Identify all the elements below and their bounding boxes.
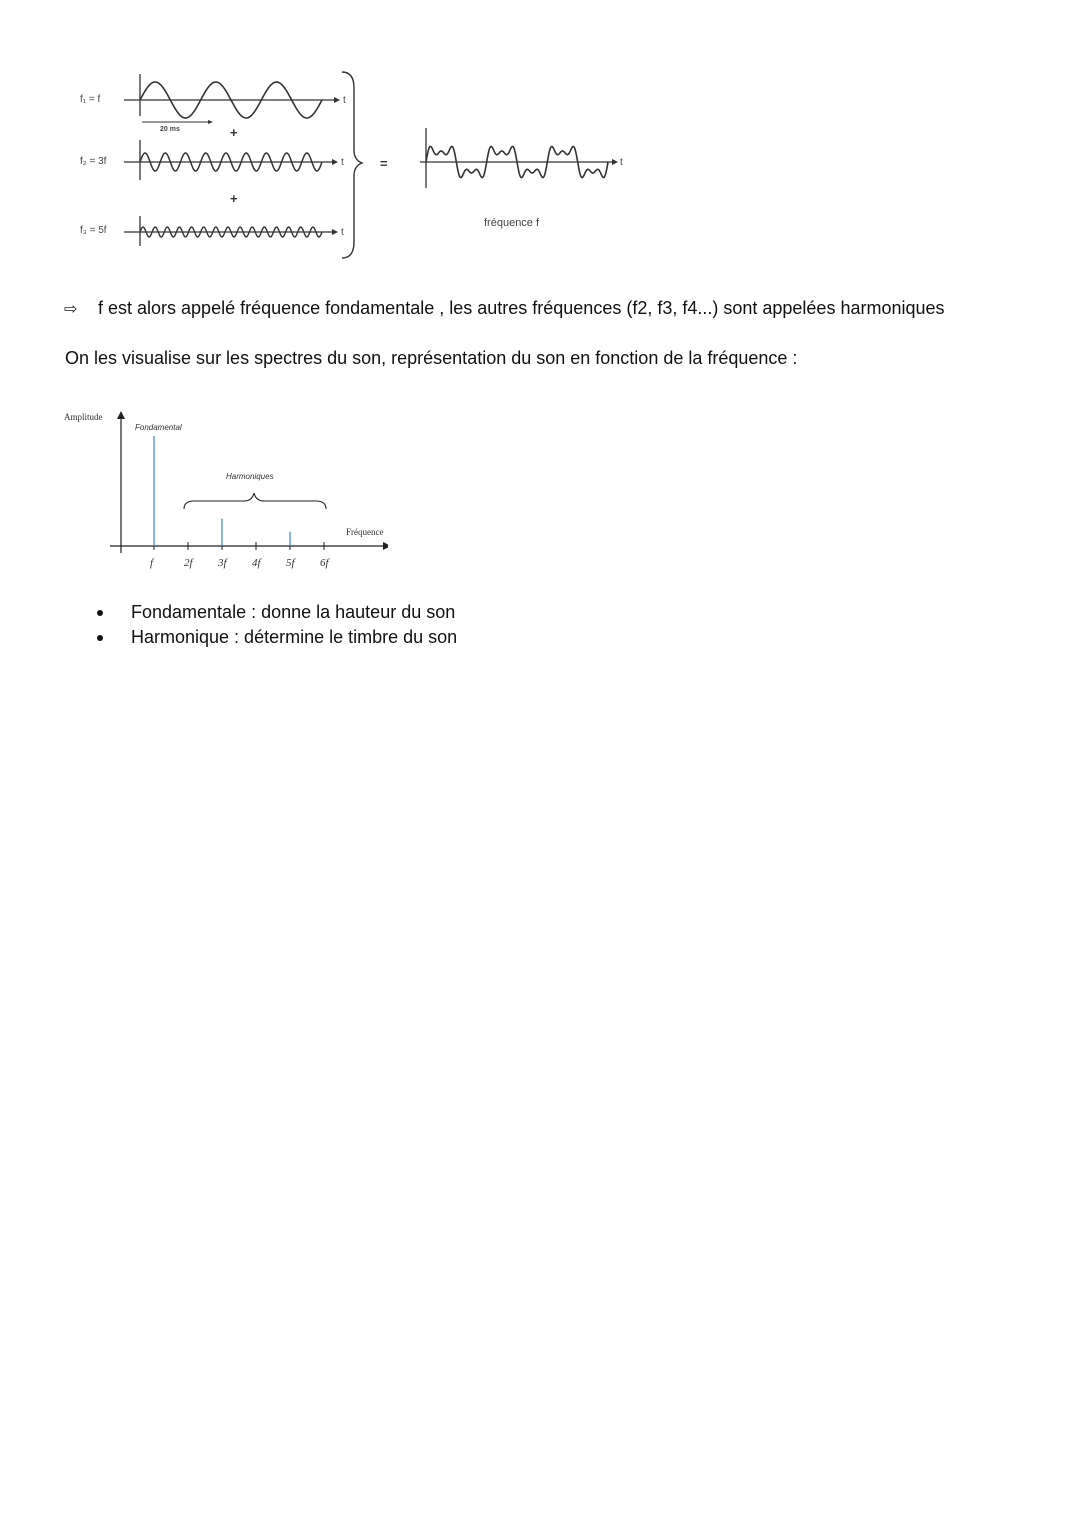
wave-1 xyxy=(124,74,346,118)
y-axis-label: Amplitude xyxy=(64,412,103,422)
spectrum-chart xyxy=(58,405,388,580)
axis-t-3: t xyxy=(341,227,344,238)
result-label: fréquence f xyxy=(484,217,540,229)
wave-figure-svg xyxy=(60,60,640,275)
bullet-text-2: Harmonique : détermine le timbre du son xyxy=(131,627,458,647)
x-tick-label: 2f xyxy=(184,557,193,569)
bullet-text-1: Fondamentale : donne la hauteur du son xyxy=(131,602,456,622)
y-axis-arrow xyxy=(117,411,125,419)
x-axis-label: Fréquence xyxy=(346,527,384,537)
result-wave xyxy=(420,128,623,188)
right-arrow-icon: ⇨ xyxy=(64,301,78,318)
x-axis-arrow xyxy=(383,542,388,550)
plus-2: + xyxy=(230,191,238,206)
paragraph-1-text: f est alors appelé fréquence fondamentale , les autres fréquences (f2, f3, f4...) sont appelées harmoniques xyxy=(98,298,945,318)
x-tick-label: 4f xyxy=(252,557,261,569)
label-f2: f₂ = 3f xyxy=(80,156,107,167)
fundamental-annotation: Fondamental xyxy=(135,423,182,432)
list-item xyxy=(90,625,457,650)
x-tick-label: f xyxy=(150,557,154,569)
equals-sign: = xyxy=(380,156,388,171)
x-tick-label: 5f xyxy=(286,557,295,569)
label-f1: f₁ = f xyxy=(80,94,101,105)
plus-1: + xyxy=(230,125,238,140)
list-item xyxy=(90,600,457,625)
axis-t-1: t xyxy=(343,95,346,106)
period-label: 20 ms xyxy=(160,126,180,133)
harmonics-annotation: Harmoniques xyxy=(226,472,274,481)
axis-t-2: t xyxy=(341,157,344,168)
definition-list xyxy=(90,600,457,650)
axis-t-result: t xyxy=(620,157,623,168)
wave-superposition-figure xyxy=(60,60,640,275)
paragraph-spectrum-intro: On les visualise sur les spectres du son, représentation du son en fonction de la fréquence : xyxy=(65,348,798,368)
label-f3: f₃ = 5f xyxy=(80,225,107,236)
x-tick-label: 6f xyxy=(320,557,329,569)
spectrum-svg xyxy=(58,405,388,580)
wave-2 xyxy=(124,140,344,180)
x-tick-label: 3f xyxy=(218,557,227,569)
harmonics-brace xyxy=(184,493,326,509)
paragraph-fundamental xyxy=(64,297,945,321)
period-marker xyxy=(142,120,213,133)
bullet-icon xyxy=(97,610,103,616)
bullet-icon xyxy=(97,635,103,641)
wave-3 xyxy=(124,216,344,246)
